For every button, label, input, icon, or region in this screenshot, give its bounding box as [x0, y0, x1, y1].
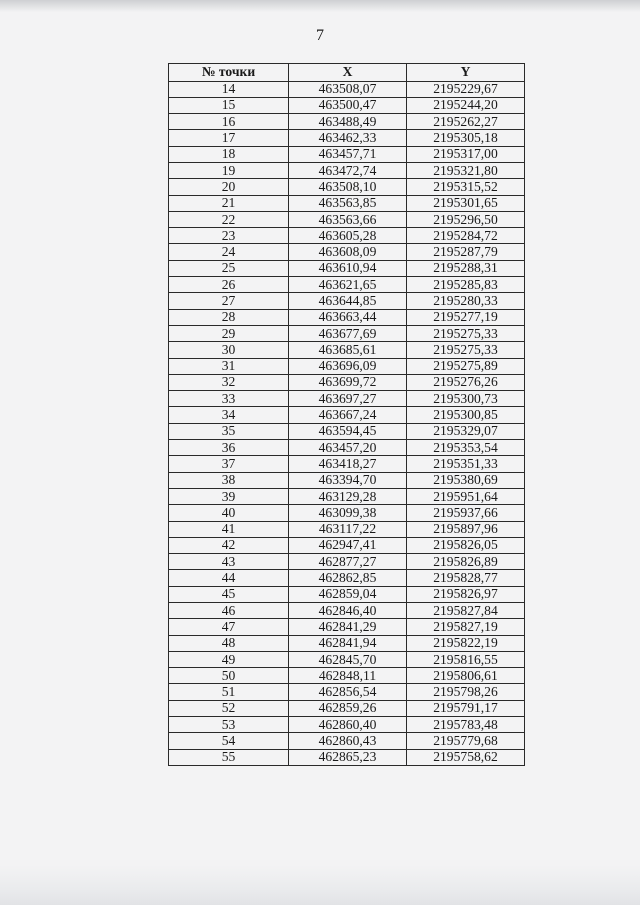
cell-x: 462860,40 [289, 717, 407, 733]
cell-y: 2195798,26 [407, 684, 525, 700]
cell-point-number: 49 [169, 651, 289, 667]
cell-x: 462846,40 [289, 603, 407, 619]
cell-x: 463605,28 [289, 228, 407, 244]
table-row [169, 700, 525, 716]
cell-x: 462848,11 [289, 668, 407, 684]
table-row [169, 260, 525, 276]
cell-y: 2195301,65 [407, 195, 525, 211]
cell-y: 2195244,20 [407, 97, 525, 113]
table-row [169, 684, 525, 700]
cell-point-number: 28 [169, 309, 289, 325]
cell-y: 2195229,67 [407, 81, 525, 97]
cell-y: 2195822,19 [407, 635, 525, 651]
scan-top-edge-shadow [0, 0, 640, 12]
cell-point-number: 51 [169, 684, 289, 700]
cell-y: 2195351,33 [407, 456, 525, 472]
cell-y: 2195296,50 [407, 211, 525, 227]
cell-y: 2195262,27 [407, 114, 525, 130]
cell-x: 463663,44 [289, 309, 407, 325]
cell-x: 462845,70 [289, 651, 407, 667]
cell-y: 2195275,89 [407, 358, 525, 374]
table-row [169, 733, 525, 749]
table-row [169, 570, 525, 586]
cell-y: 2195287,79 [407, 244, 525, 260]
cell-y: 2195828,77 [407, 570, 525, 586]
cell-point-number: 38 [169, 472, 289, 488]
cell-point-number: 17 [169, 130, 289, 146]
table-row [169, 277, 525, 293]
cell-point-number: 39 [169, 488, 289, 504]
header-y: Y [407, 64, 525, 82]
cell-y: 2195826,05 [407, 537, 525, 553]
cell-y: 2195951,64 [407, 488, 525, 504]
cell-y: 2195300,73 [407, 391, 525, 407]
cell-x: 462947,41 [289, 537, 407, 553]
cell-y: 2195317,00 [407, 146, 525, 162]
cell-point-number: 33 [169, 391, 289, 407]
scan-bottom-edge-shadow [0, 865, 640, 905]
table-row [169, 554, 525, 570]
cell-y: 2195329,07 [407, 423, 525, 439]
table-row [169, 456, 525, 472]
page-number: 7 [316, 27, 324, 44]
cell-x: 462865,23 [289, 749, 407, 765]
cell-y: 2195275,33 [407, 325, 525, 341]
cell-x: 463563,85 [289, 195, 407, 211]
table-row [169, 635, 525, 651]
cell-y: 2195288,31 [407, 260, 525, 276]
cell-y: 2195300,85 [407, 407, 525, 423]
cell-x: 462841,94 [289, 635, 407, 651]
cell-point-number: 47 [169, 619, 289, 635]
table-row [169, 179, 525, 195]
cell-x: 463696,09 [289, 358, 407, 374]
cell-y: 2195285,83 [407, 277, 525, 293]
table-header [169, 64, 525, 82]
cell-point-number: 42 [169, 537, 289, 553]
cell-y: 2195275,33 [407, 342, 525, 358]
cell-point-number: 30 [169, 342, 289, 358]
cell-y: 2195826,97 [407, 586, 525, 602]
cell-y: 2195806,61 [407, 668, 525, 684]
cell-x: 462859,04 [289, 586, 407, 602]
table-row [169, 537, 525, 553]
cell-x: 463418,27 [289, 456, 407, 472]
cell-point-number: 18 [169, 146, 289, 162]
table-row [169, 293, 525, 309]
table-row [169, 325, 525, 341]
table-row [169, 717, 525, 733]
table-row [169, 505, 525, 521]
cell-y: 2195791,17 [407, 700, 525, 716]
cell-point-number: 24 [169, 244, 289, 260]
table-row [169, 130, 525, 146]
cell-point-number: 54 [169, 733, 289, 749]
header-point-number: № точки [169, 64, 289, 82]
cell-x: 463644,85 [289, 293, 407, 309]
cell-y: 2195827,84 [407, 603, 525, 619]
cell-x: 463621,65 [289, 277, 407, 293]
cell-y: 2195937,66 [407, 505, 525, 521]
cell-y: 2195277,19 [407, 309, 525, 325]
cell-y: 2195305,18 [407, 130, 525, 146]
cell-x: 463685,61 [289, 342, 407, 358]
cell-x: 463472,74 [289, 162, 407, 178]
table-row [169, 651, 525, 667]
cell-point-number: 14 [169, 81, 289, 97]
cell-point-number: 41 [169, 521, 289, 537]
table-row [169, 668, 525, 684]
cell-x: 462859,26 [289, 700, 407, 716]
cell-x: 463699,72 [289, 374, 407, 390]
cell-y: 2195315,52 [407, 179, 525, 195]
cell-x: 463117,22 [289, 521, 407, 537]
table-row [169, 391, 525, 407]
cell-x: 463608,09 [289, 244, 407, 260]
table-row [169, 423, 525, 439]
cell-x: 463462,33 [289, 130, 407, 146]
cell-x: 462856,54 [289, 684, 407, 700]
table-row [169, 309, 525, 325]
cell-x: 463457,71 [289, 146, 407, 162]
cell-point-number: 35 [169, 423, 289, 439]
cell-point-number: 40 [169, 505, 289, 521]
cell-point-number: 25 [169, 260, 289, 276]
cell-y: 2195783,48 [407, 717, 525, 733]
coordinates-table [168, 63, 525, 766]
table-row [169, 97, 525, 113]
cell-point-number: 15 [169, 97, 289, 113]
cell-point-number: 16 [169, 114, 289, 130]
cell-x: 463099,38 [289, 505, 407, 521]
cell-y: 2195276,26 [407, 374, 525, 390]
table-row [169, 162, 525, 178]
cell-x: 463677,69 [289, 325, 407, 341]
cell-point-number: 43 [169, 554, 289, 570]
cell-x: 463394,70 [289, 472, 407, 488]
cell-x: 463697,27 [289, 391, 407, 407]
cell-point-number: 50 [169, 668, 289, 684]
cell-point-number: 52 [169, 700, 289, 716]
table-row [169, 358, 525, 374]
table-row [169, 440, 525, 456]
table-row [169, 81, 525, 97]
cell-y: 2195321,80 [407, 162, 525, 178]
cell-x: 463457,20 [289, 440, 407, 456]
cell-point-number: 23 [169, 228, 289, 244]
cell-y: 2195779,68 [407, 733, 525, 749]
cell-point-number: 53 [169, 717, 289, 733]
table-row [169, 521, 525, 537]
header-x: X [289, 64, 407, 82]
cell-y: 2195826,89 [407, 554, 525, 570]
table-row [169, 211, 525, 227]
cell-y: 2195353,54 [407, 440, 525, 456]
table-row [169, 749, 525, 765]
cell-x: 463563,66 [289, 211, 407, 227]
table-row [169, 407, 525, 423]
cell-x: 462841,29 [289, 619, 407, 635]
table-body [169, 81, 525, 765]
cell-point-number: 36 [169, 440, 289, 456]
cell-y: 2195827,19 [407, 619, 525, 635]
table-row [169, 146, 525, 162]
cell-x: 463500,47 [289, 97, 407, 113]
table-row [169, 342, 525, 358]
table-row [169, 228, 525, 244]
cell-y: 2195897,96 [407, 521, 525, 537]
cell-point-number: 55 [169, 749, 289, 765]
cell-y: 2195380,69 [407, 472, 525, 488]
cell-x: 463594,45 [289, 423, 407, 439]
cell-y: 2195758,62 [407, 749, 525, 765]
cell-point-number: 22 [169, 211, 289, 227]
cell-x: 462860,43 [289, 733, 407, 749]
cell-point-number: 20 [169, 179, 289, 195]
cell-point-number: 21 [169, 195, 289, 211]
table-row [169, 472, 525, 488]
table-row [169, 244, 525, 260]
cell-point-number: 37 [169, 456, 289, 472]
cell-point-number: 48 [169, 635, 289, 651]
cell-point-number: 45 [169, 586, 289, 602]
cell-x: 463610,94 [289, 260, 407, 276]
cell-y: 2195280,33 [407, 293, 525, 309]
cell-point-number: 29 [169, 325, 289, 341]
cell-x: 463488,49 [289, 114, 407, 130]
cell-point-number: 34 [169, 407, 289, 423]
table-row [169, 374, 525, 390]
cell-point-number: 32 [169, 374, 289, 390]
cell-x: 463667,24 [289, 407, 407, 423]
cell-x: 463508,07 [289, 81, 407, 97]
header-row [169, 64, 525, 82]
table-row [169, 603, 525, 619]
cell-point-number: 19 [169, 162, 289, 178]
cell-x: 462877,27 [289, 554, 407, 570]
cell-x: 463508,10 [289, 179, 407, 195]
table-row [169, 488, 525, 504]
table-row [169, 114, 525, 130]
cell-point-number: 44 [169, 570, 289, 586]
cell-point-number: 26 [169, 277, 289, 293]
cell-y: 2195816,55 [407, 651, 525, 667]
cell-y: 2195284,72 [407, 228, 525, 244]
cell-point-number: 27 [169, 293, 289, 309]
cell-x: 462862,85 [289, 570, 407, 586]
cell-point-number: 46 [169, 603, 289, 619]
table-row [169, 586, 525, 602]
table-row [169, 195, 525, 211]
cell-x: 463129,28 [289, 488, 407, 504]
table-row [169, 619, 525, 635]
cell-point-number: 31 [169, 358, 289, 374]
